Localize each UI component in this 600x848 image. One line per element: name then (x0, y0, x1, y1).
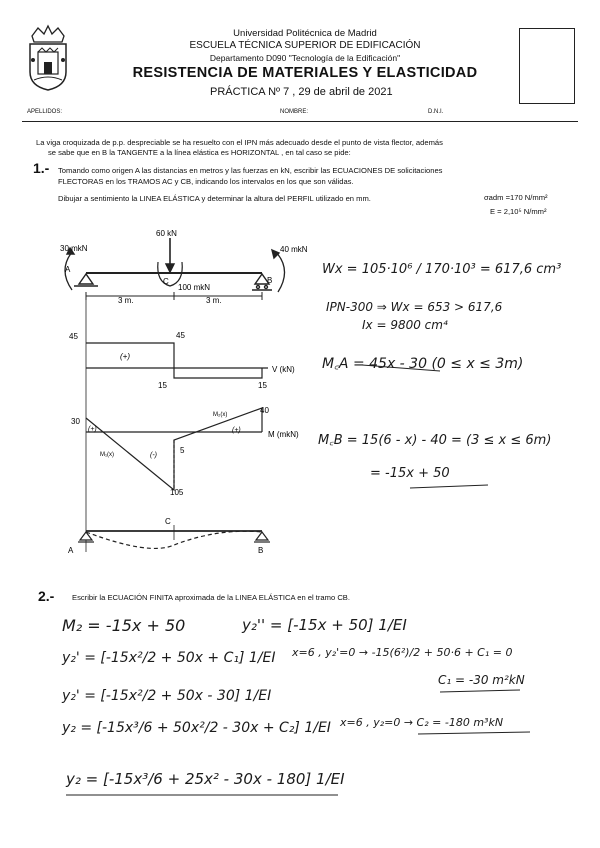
answer-y2-final: y₂ = [-15x³/6 + 25x² - 30x - 180] 1/EI (66, 770, 345, 788)
answer-y2-second: y₂'' = [-15x + 50] 1/EI (242, 616, 407, 634)
moment-40: 40 (260, 406, 269, 415)
moment-30: 30 (71, 417, 80, 426)
question-2-number: 2.- (38, 588, 55, 604)
answer-y2-first: y₂' = [-15x²/2 + 50x - 30] 1/EI (62, 688, 272, 704)
practice-number: PRÁCTICA Nº 7 , (210, 86, 296, 98)
nombre-label: NOMBRE: (280, 109, 309, 115)
moment-function-1: M₁(x) (100, 452, 115, 458)
shear-45-right: 45 (176, 331, 185, 340)
question-1-number: 1.- (33, 160, 50, 176)
shear-15-mid: 15 (158, 381, 167, 390)
shear-axis-label: V (kN) (272, 365, 295, 374)
answer-boundary-1: x=6 , y₂'=0 → -15(6²)/2 + 50·6 + C₁ = 0 (292, 646, 513, 659)
answer-ix: Ix = 9800 cm⁴ (362, 318, 448, 332)
moment-function-2: M₂(x) (213, 412, 228, 418)
moment-5: 5 (180, 446, 185, 455)
statement-line-1: La viga croquizada de p.p. despreciable se ha resuelto con el IPN más adecuado desde el punto de vista flector, además (36, 138, 443, 147)
university-name: Universidad Politécnica de Madrid (233, 28, 377, 39)
answer-c1: C₁ = -30 m²kN (438, 673, 525, 687)
moment-sign-c: (-) (150, 452, 157, 459)
moment-axis-label: M (mkN) (268, 430, 299, 439)
question-1-line-3: Dibujar a sentimiento la LINEA ELÁSTICA y determinar la altura del PERFIL utilizado en mm. (58, 194, 371, 203)
answer-wx: Wx = 105·10⁶ / 170·10³ = 617,6 cm³ (322, 262, 562, 277)
shear-15-end: 15 (258, 381, 267, 390)
beam-label-B: B (267, 276, 273, 285)
elastic-label-C: C (165, 517, 171, 526)
elastic-label-B: B (258, 546, 264, 555)
sigma-adm: σadm =170 N/mm² (484, 193, 548, 202)
answer-m2: M₂ = -15x + 50 (62, 616, 186, 635)
question-2-text: Escribir la ECUACIÓN FINITA aproximada de la LINEA ELÁSTICA en el tramo CB. (72, 593, 350, 602)
beam-label-C: C (163, 277, 169, 286)
force-C-label: 60 kN (156, 229, 177, 238)
answer-ipn: IPN-300 ⇒ Wx = 653 > 617,6 (326, 300, 503, 314)
elastic-label-A: A (68, 546, 74, 555)
answer-y2-c2: y₂ = [-15x³/6 + 50x²/2 - 30x + C₂] 1/EI (62, 720, 331, 736)
moment-sign-a: (+) (88, 426, 97, 433)
moment-sign-b: (+) (232, 427, 241, 434)
department-name: Departamento D090 "Tecnología de la Edificación" (209, 53, 401, 63)
course-title: RESISTENCIA DE MATERIALES Y ELASTICIDAD (132, 65, 478, 81)
beam-label-A: A (65, 265, 71, 274)
answer-y2-first-c1: y₂' = [-15x²/2 + 50x + C₁] 1/EI (62, 650, 276, 666)
moment-105: 105 (170, 488, 184, 497)
span-1-label: 3 m. (118, 296, 134, 305)
question-1-line-1: Tomando como origen A las distancias en metros y las fuerzas en kN, escribir las ECUACIONES DE solicitaciones (58, 166, 443, 175)
shear-sign: (+) (120, 352, 130, 361)
moment-A-label: 30 mkN (60, 244, 88, 253)
moment-B-label: 40 mkN (280, 245, 308, 254)
moment-diagram (86, 408, 262, 490)
school-name: ESCUELA TÉCNICA SUPERIOR DE EDIFICACIÓN (189, 40, 421, 51)
apellidos-label: APELLIDOS: (27, 109, 63, 115)
question-1-line-2: FLECTORAS en los TRAMOS AC y CB, indicando los intervalos en los que son válidas. (58, 177, 354, 186)
elastic-line (78, 525, 270, 548)
answer-boundary-2: x=6 , y₂=0 → C₂ = -180 m³kN (340, 716, 504, 729)
statement-line-2: se sabe que en B la TANGENTE a la línea elástica es HORIZONTAL , en tal caso se pide: (48, 148, 351, 157)
dni-label: D.N.I. (428, 109, 444, 115)
answer-mcb-2: = -15x + 50 (370, 466, 450, 481)
moment-C-label: 100 mkN (178, 283, 211, 292)
answer-mac: M꜀A = 45x - 30 (0 ≤ x ≤ 3m) (322, 356, 524, 372)
answer-mcb-1: M꜀B = 15(6 - x) - 40 = (3 ≤ x ≤ 6m) (318, 433, 552, 448)
beam-sketch (65, 238, 285, 300)
span-2-label: 3 m. (206, 296, 222, 305)
elastic-modulus: E = 2,10⁵ N/mm² (490, 207, 547, 216)
shear-45-left: 45 (69, 332, 78, 341)
practice-date: 29 de abril de 2021 (298, 86, 393, 98)
